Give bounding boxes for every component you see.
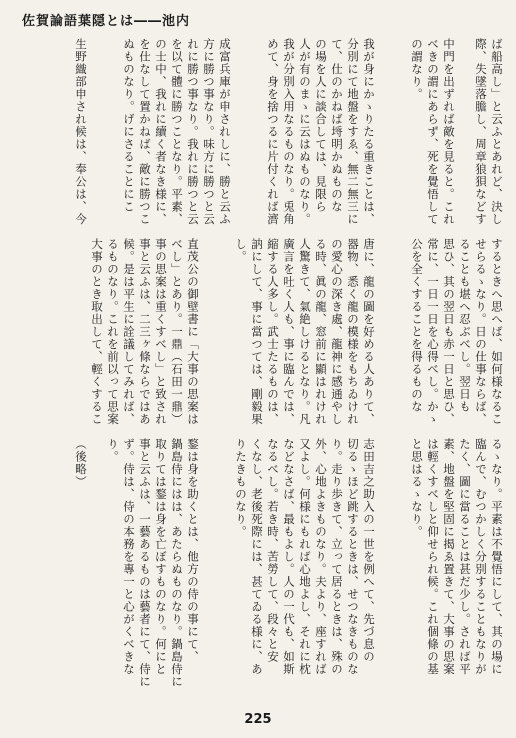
text-column: の場を人に談合しては、見限ら [314,38,328,213]
text-column: 廣言を吐く人も、事に臨んでは、 [282,238,296,426]
page-number: 225 [244,712,272,727]
text-column [456,38,472,233]
text-column: 成富兵庫が申されしに、勝と云ふ [218,38,232,226]
text-column: 唐に、龍の圖を好める人ありて、 [362,238,376,426]
text-column: めて、身を捨つるに片付くれば濟 [266,38,280,226]
text-column: 生野織部申され候は、奉公は、今 [74,38,88,226]
text-column: 事の思案は重くすべし」と致され [154,238,168,426]
text-column: るゝなり。平素は不覺悟にして、其の場に [490,438,504,676]
text-column: の愛心の深き處、龍神に感通やし [330,238,344,426]
text-column: べきの謂にあらず、死を覺悟して [426,38,440,226]
text-column: くなし、老後死際には、甚てゐる様に、あ [250,438,264,676]
text-column [88,438,104,700]
text-column: を仕なして置かねば、敵に勝つこ [138,38,152,226]
text-column [88,38,104,233]
text-column: 事と云ふは、二三ヶ條ならではあ [138,238,152,426]
text-column: 臨んで、むつかしく分別することもなりが [474,438,488,676]
text-column: は輕くすべしと仰せられ候。これ個條の基 [426,438,440,676]
text-column: りたきものなり。 [234,438,248,538]
text-column: れに勝つ事なり。我れに勝つと云 [186,38,200,226]
text-column: 我が身にかゝりたる重きことは、 [362,38,376,226]
text-column: べし」とあり。一鼎（石田一鼎） [170,238,184,426]
text-column [200,438,216,700]
text-column: 思ひ、其の翌日も赤一日と思ひ、 [442,238,456,426]
text-column: り。 [106,438,120,463]
text-column: 常に、一日一日を心得べし。かゝ [426,238,440,426]
text-column: 鍪は身を助くとは、他方の侍の事にて、 [186,438,200,663]
text-column: 鍋島侍にはは、あたらぬものなり。鍋島侍に [170,438,184,688]
text-column: するときへ思へば、如何様なるこ [490,238,504,426]
text-column: 候。是は平生に詮議してみれば、 [122,238,136,426]
text-column: 人が有のまゝに云はぬものなり。 [298,38,312,226]
text-column [392,238,408,433]
text-column: （後略） [74,438,88,488]
text-column: ぬものなり。げにさることにこ [122,38,136,213]
text-tier-top [18,38,504,233]
text-column: 外、心地よきものなり。夫より、座すれば [314,438,328,676]
text-column: なるべし。若き時、苦勞して、段々と安 [266,438,280,663]
text-column: 人驚きて、氣絶しけるとなり。凡 [298,238,312,426]
running-header: 佐賀論語葉隠とは――池内 [22,14,191,29]
text-column: 又よし。何様にもれば心地よし、それに枕 [298,438,312,676]
text-column: 我が分別入用なるものなり。兎角 [282,38,296,226]
text-column: 分別にて地盤をすゑ、無二無三に [346,38,360,226]
text-column: ず。侍は、侍の本務を專一と心がくべきな [122,438,136,676]
text-tier-middle [18,238,504,433]
text-column: 素、地盤を堅固に揭ゑ置きて、大事の思案 [442,438,456,676]
text-column [376,438,392,700]
text-column: 方に勝つ事なり。味方に勝つと云 [202,38,216,226]
text-column [104,38,120,233]
text-column: 事と云ふは、一藝あるものは藝者にて、侍に [138,438,152,688]
text-column: 志田吉之助入の一世を例へて、先づ息の [362,438,376,663]
text-column: 中門を出ずれば敵を見ると。これ [442,38,456,226]
text-column: 公を全くすることを得るものな [410,238,424,413]
text-column [392,38,408,233]
text-column: 訥にして、事に當つては、剛毅果 [250,238,264,426]
text-column: て、仕のかねば埓明かぬものな [330,38,344,213]
text-column: るものなり。これを前以って思案 [106,238,120,426]
text-column [376,238,392,433]
text-column: ることも堪へ忍ぶべし。翌日も [458,238,472,413]
text-column: の士中、我れに續く者なき様に、 [154,38,168,226]
text-column [216,238,232,433]
text-column [248,38,264,233]
text-column: り。走り歩きて、立って居るときは、殊の [330,438,344,676]
text-column: 器物、悉く龍の模様をもちゐけれ [346,238,360,426]
text-column: などなさば、最もよし。人の一代も、如斯 [282,438,296,676]
text-column: 縮する人多し。武士たるものは、 [266,238,280,426]
text-column: と思はるゝなり。 [410,438,424,538]
text-tier-bottom [18,438,504,700]
text-column: 直茂公の御壁書に「大事の思案は [186,238,200,426]
text-column: たく、圖に當ることは甚だ少し。されば平 [458,438,472,676]
text-column [392,438,408,700]
text-column: し。 [234,238,248,263]
text-column: ば船高し」と云ふとあれど、決し [490,38,504,226]
text-column [232,38,248,233]
text-column [376,38,392,233]
text-column: 取りては鍪は身を亡ぼすものなり。何にと [154,438,168,676]
text-column [216,438,232,700]
text-column: る時、眞の龍、窓前に顯はれけれ [314,238,328,426]
text-column: 切るゝほど跳するときは、せつなきものな [346,438,360,676]
text-column: せらるゝなり。日の仕事ならば、 [474,238,488,426]
text-column: 際、失墜落膽し、周章狼狽などす [474,38,488,226]
text-column: を以て體に勝つことなり。平素、 [170,38,184,226]
text-column [200,238,216,433]
text-column: 大事のとき取出して、輕くするこ [90,238,104,426]
text-column: の謂なり。 [410,38,424,101]
